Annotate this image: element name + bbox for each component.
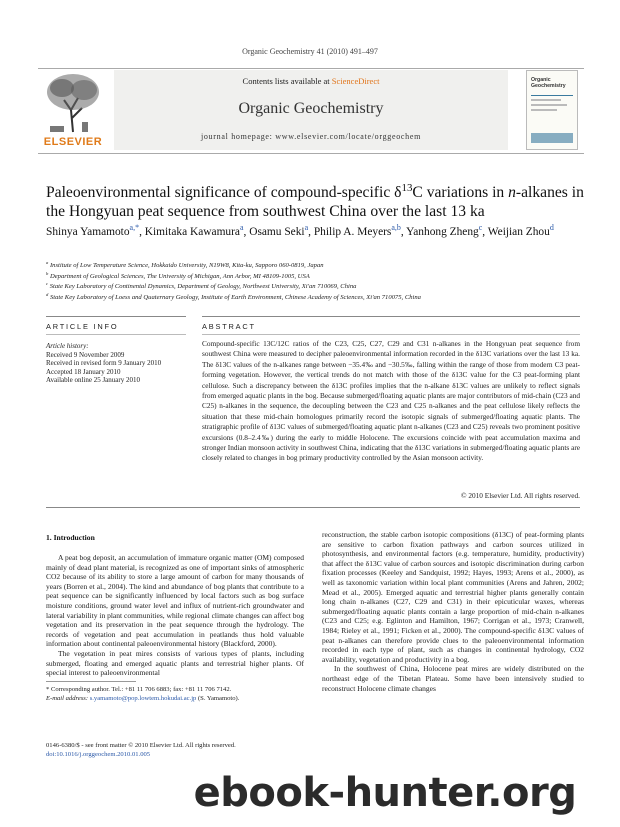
watermark: ebook-hunter.org bbox=[193, 770, 577, 816]
author-list: Shinya Yamamoto$^{a,*}$, Kimitaka Kawamura$^a$, Osamu Seki$^a$, Philip A. Meyers$^{a,b}$, Yanhong Zheng$^c$, Weijian Zhou$^d$ bbox=[46, 223, 554, 238]
journal-cover bbox=[526, 70, 578, 150]
divider bbox=[46, 334, 186, 335]
divider bbox=[46, 507, 580, 508]
footnote bbox=[46, 685, 304, 703]
homepage-url[interactable]: www.elsevier.com/locate/orggeochem bbox=[275, 132, 422, 141]
email-link[interactable]: s.yamamoto@pop.lowtem.hokudai.ac.jp bbox=[89, 695, 197, 702]
copyright: © 2010 Elsevier Ltd. All rights reserved. bbox=[460, 491, 580, 500]
body-column-right bbox=[322, 530, 584, 693]
cover-title: Organic Geochemistry bbox=[531, 77, 566, 89]
issn-line: 0146-6380/$ - see front matter © 2010 Elsevier Ltd. All rights reserved. bbox=[46, 742, 236, 749]
history-item: Received 9 November 2009 bbox=[46, 350, 125, 359]
section-heading: 1. Introduction bbox=[46, 533, 95, 542]
paragraph: In the southwest of China, Holocene peat mires are widely distributed on the northeast edge of the Tibetan Plateau. Some have been intensively studied to reconstruct Holocene climate changes bbox=[322, 664, 584, 693]
journal-banner bbox=[114, 70, 508, 150]
publisher-name: ELSEVIER bbox=[43, 136, 103, 148]
paragraph: reconstruction, the stable carbon isotopic compositions (δ13C) of peat-forming plants are sensitive to carbon fixation pathways and carbon sources utilized in photosynthesis, and environmental factors (e.g. temperature, humidity, productivity) that affect the δ13C value of carbon sources and isotopic discrimination during carbon fixation processes (Keeley and Sandquist, 1992; Hayes, 1993; Arens et al., 2000), as well as taxonomic variation within local plant communities (Arens and Jahren, 2002; Mead et al., 2005). Emerged aquatic and terrestrial higher plants generally contain long chain n-alkanes (C27, C29 and C31) in their epicuticular waxes, whereas submerged/floating aquatic plants contain a large proportion of mid-chain n-alkanes (C23 and C25; e.g. Eglinton and Hamilton, 1967; Corrigan et al., 1973; Cranwell, 1984; Rieley et al., 1991; Ficken et al., 2000). The compound-specific δ13C values of peat n-alkanes can therefore provide clues to the paleoenvironmental information recorded in each type of plant, such as changes in continental hydrology, CO2 availability, vegetation and productivity in a bog. bbox=[322, 530, 584, 664]
affiliation: $^c$ State Key Laboratory of Continental Dynamics, Department of Geology, Northwest University, Xi'an 710069, China bbox=[46, 281, 357, 291]
sciencedirect-link[interactable]: ScienceDirect bbox=[331, 76, 380, 86]
tree-icon bbox=[42, 70, 104, 134]
affiliation: $^a$ Institute of Low Temperature Science, Hokkaido University, N19W8, Kita-ku, Sapporo 060-0819, Japan bbox=[46, 259, 324, 269]
history-item: Accepted 18 January 2010 bbox=[46, 367, 121, 376]
journal-title: Organic Geochemistry bbox=[238, 100, 384, 117]
divider bbox=[202, 316, 580, 317]
abstract-heading: ABSTRACT bbox=[202, 322, 256, 331]
paragraph: A peat bog deposit, an accumulation of immature organic matter (OM) composed mainly of dead plant material, is recognized as one of important sinks of atmospheric CO2 because of its ability to store a large amount of carbon for many thousands of years (Borren et al., 2004). The kind and abundance of bog plants that contribute to a peat sequence can be significantly influenced by local factors such as bog surface moisture conditions, ground water level and influx of nutrient-rich groundwater and lateral variability in plant communities, while regional climate changes can affect bog vegetation and its preservation in the peat sequence through the hydrology. The records of vegetation and peat accumulation in peatlands thus hold valuable information about continental paleoenvironmental history (Blackford, 2000). bbox=[46, 553, 304, 649]
affiliation: $^b$ Department of Geological Sciences, The University of Michigan, Ann Arbor, MI 48109-1005, USA bbox=[46, 270, 310, 280]
article-title: Paleoenvironmental significance of compound-specific $\delta^{13}C$ variations in n-alkanes in the Hongyuan peat sequence from southwest China over the last 13 ka bbox=[46, 181, 584, 220]
article-info-heading: ARTICLE INFO bbox=[46, 322, 119, 331]
doi-link[interactable]: doi:10.1016/j.orggeochem.2010.01.005 bbox=[46, 750, 151, 758]
body-column-left bbox=[46, 553, 304, 678]
author[interactable]: Philip A. Meyers$^{a,b}$ bbox=[313, 223, 401, 238]
author[interactable]: Kimitaka Kawamura$^a$ bbox=[144, 223, 244, 238]
footnote-rule bbox=[46, 681, 136, 682]
journal-citation: Organic Geochemistry 41 (2010) 491–497 bbox=[242, 47, 378, 56]
divider bbox=[46, 316, 186, 317]
author[interactable]: Weijian Zhou$^d$ bbox=[487, 223, 554, 238]
history-label: Article history: bbox=[46, 342, 89, 350]
affiliation: $^d$ State Key Laboratory of Loess and Quaternary Geology, Institute of Earth Environment, Chinese Academy of Sciences, Xi'an 710075, China bbox=[46, 291, 421, 301]
paragraph: The vegetation in peat mires consists of various types of plants, including submerged, floating and emerged aquatic plants and terrestrial higher plants. Of special interest to paleoenvironmental bbox=[46, 648, 304, 678]
article-history bbox=[46, 342, 186, 385]
author[interactable]: Osamu Seki$^a$ bbox=[249, 223, 309, 238]
affiliations bbox=[46, 261, 586, 303]
publication-info bbox=[46, 742, 304, 759]
elsevier-logo bbox=[42, 70, 104, 148]
corresponding-author: * Corresponding author. Tel.: +81 11 706 6883; fax: +81 11 706 7142. bbox=[46, 686, 232, 693]
author[interactable]: Yanhong Zheng$^c$ bbox=[406, 223, 483, 238]
email-line: E-mail address: s.yamamoto@pop.lowtem.hokudai.ac.jp (S. Yamamoto). bbox=[46, 695, 240, 702]
author[interactable]: Shinya Yamamoto$^{a,*}$ bbox=[46, 223, 140, 238]
journal-homepage: journal homepage: www.elsevier.com/locate/orggeochem bbox=[200, 132, 422, 141]
divider bbox=[202, 334, 580, 335]
history-item: Received in revised form 9 January 2010 bbox=[46, 359, 162, 368]
contents-line: Contents lists available at ScienceDirect bbox=[242, 76, 380, 86]
history-item: Available online 25 January 2010 bbox=[46, 376, 140, 385]
abstract-text: Compound-specific 13C/12C ratios of the C23, C25, C27, C29 and C31 n-alkanes in the Hongyuan peat sequence from southwest China were measured to decipher paleoenvironmental information recorded in the δ13C variations over the last 13 ka. The δ13C values of the n-alkanes range between −35.4‰ and −30.5‰, falling within the range of those from modern C3 peat-forming vegetation. However, the vertical trends do not match with those of the δ13C value for the C3 peat-forming plant cellulose. Such a discrepancy between the δ13C profiles implies that the n-alkane δ13C values are unlikely to reflect signals from emerged aquatic plants in the bog. Because submerged/floating aquatic plants are major contributors of mid-chain (C23 and C25) n-alkanes in the sequence, the decoupling between the C23 and C25 n-alkanes and the peat cellulose likely reflects the situation that these mid-chain homologues primarily record the isotopic signals of submerged/floating aquatic plants. The stratigraphic profile of δ13C values of submerged/floating aquatic plant n-alkanes (C23 and C25) reveals two prominent positive excursions (0.8–2.4‰) during the early to middle Holocene. The excursions coincide with peat accumulation maxima and stronger Indian monsoon activity in southwest China, indicating that the δ13C variations in submerged/floating aquatic plants are closely related to changes in bog primary productivity controlled by the Asian monsoon activity. bbox=[202, 339, 580, 463]
